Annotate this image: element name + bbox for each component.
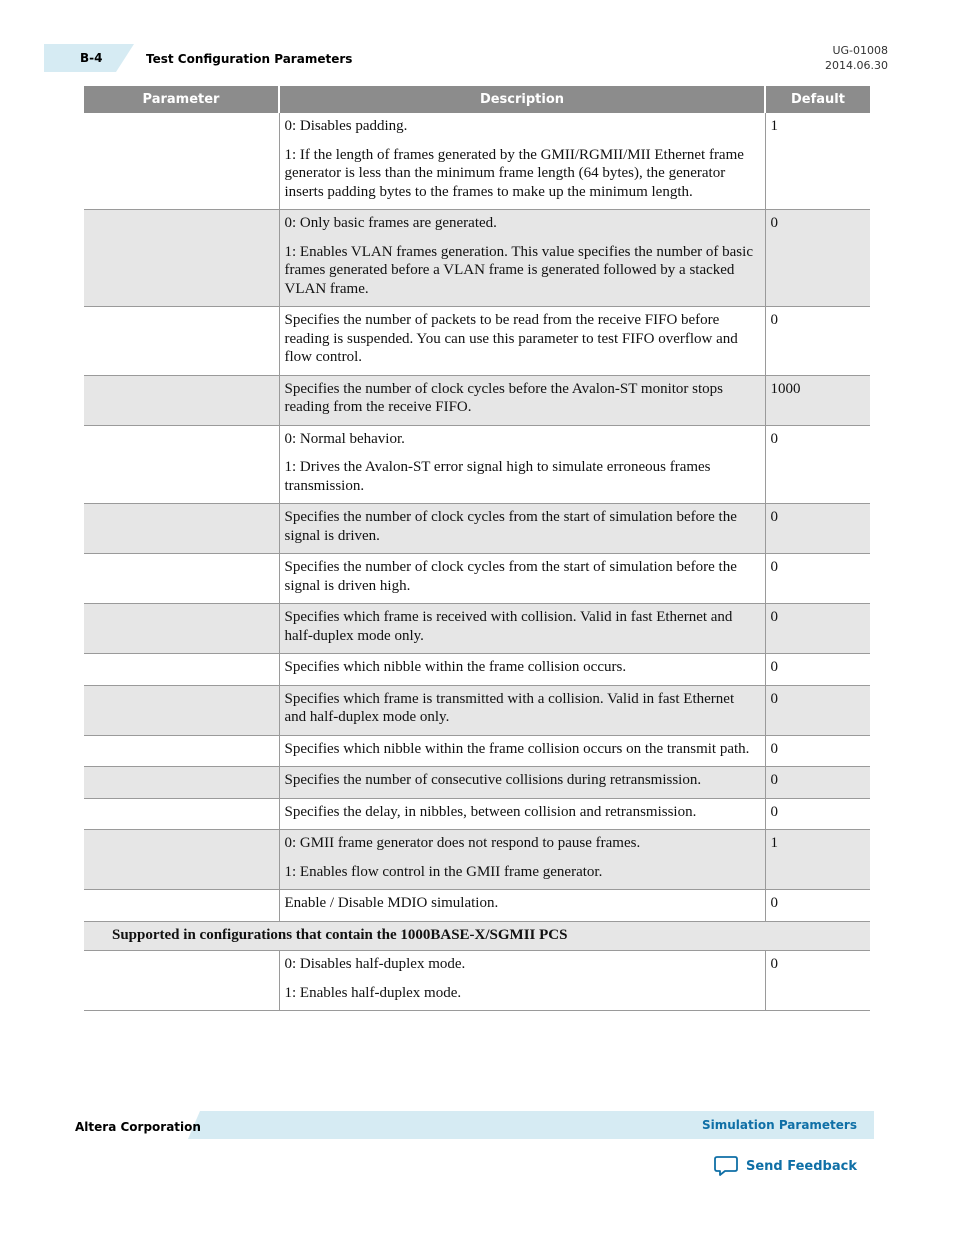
default-value-cell: 0	[765, 890, 870, 922]
description-paragraph: 1: Enables flow control in the GMII frame generator.	[284, 863, 603, 880]
table-row	[84, 425, 870, 504]
default-value-cell: 0	[765, 798, 870, 830]
table-row	[84, 654, 870, 686]
description-cell	[279, 425, 765, 504]
parameter-cell	[84, 890, 279, 922]
description-cell	[279, 654, 765, 686]
parameter-cell	[84, 735, 279, 767]
footer-company: Altera Corporation	[75, 1120, 201, 1134]
table-row	[84, 210, 870, 307]
parameter-cell	[84, 798, 279, 830]
parameter-cell	[84, 830, 279, 890]
send-feedback-link[interactable]	[714, 1155, 857, 1177]
column-header-default: Default	[765, 86, 870, 113]
default-value-cell: 0	[765, 210, 870, 307]
table-row	[84, 307, 870, 376]
parameters-table	[84, 86, 870, 1011]
description-cell	[279, 504, 765, 554]
doc-id: UG-01008	[832, 44, 888, 57]
default-value-cell: 0	[765, 767, 870, 799]
description-paragraph: Specifies the delay, in nibbles, between collision and retransmission.	[284, 803, 697, 820]
description-paragraph: Specifies the number of consecutive collisions during retransmission.	[284, 772, 702, 788]
parameter-cell	[84, 654, 279, 686]
description-paragraph: Specifies the number of clock cycles before the Avalon-ST monitor stops reading from the receive FIFO.	[284, 380, 724, 415]
doc-date: 2014.06.30	[825, 59, 888, 72]
description-cell	[279, 830, 765, 890]
description-paragraph: 0: Disables padding.	[284, 118, 408, 134]
description-cell	[279, 890, 765, 922]
footer-section-link[interactable]: Simulation Parameters	[702, 1118, 857, 1132]
parameter-cell	[84, 951, 279, 1011]
column-header-description: Description	[279, 86, 765, 113]
description-paragraph: Specifies which frame is transmitted with a collision. Valid in fast Ethernet and half-duplex mode only.	[284, 690, 735, 725]
default-value-cell: 1000	[765, 375, 870, 425]
parameter-cell	[84, 685, 279, 735]
doc-info	[825, 43, 888, 73]
default-value-cell: 0	[765, 654, 870, 686]
table-row	[84, 830, 870, 890]
description-paragraph: Specifies the number of clock cycles from the start of simulation before the signal is driven.	[284, 509, 737, 544]
description-cell	[279, 735, 765, 767]
description-paragraph: 0: Disables half-duplex mode.	[284, 956, 466, 972]
description-cell	[279, 604, 765, 654]
description-paragraph: 0: Normal behavior.	[284, 430, 405, 447]
default-value-cell: 0	[765, 554, 870, 604]
description-paragraph: 1: Enables half-duplex mode.	[284, 984, 462, 1001]
table-row	[84, 604, 870, 654]
section-heading: Supported in configurations that contain the 1000BASE-X/SGMII PCS	[84, 921, 870, 951]
table-row	[84, 113, 870, 210]
description-cell	[279, 798, 765, 830]
parameter-cell	[84, 113, 279, 210]
description-paragraph: 1: If the length of frames generated by the GMII/RGMII/MII Ethernet frame generator is less than the minimum frame length (64 bytes), the generator inserts padding bytes to the frames to make up the minimum length.	[284, 146, 744, 200]
parameter-cell	[84, 425, 279, 504]
description-cell	[279, 951, 765, 1011]
parameter-cell	[84, 210, 279, 307]
default-value-cell: 0	[765, 307, 870, 376]
column-header-parameter: Parameter	[84, 86, 279, 113]
description-cell	[279, 767, 765, 799]
description-paragraph: 0: GMII frame generator does not respond to pause frames.	[284, 835, 641, 851]
default-value-cell: 0	[765, 604, 870, 654]
table-row	[84, 890, 870, 922]
description-paragraph: Enable / Disable MDIO simulation.	[284, 895, 499, 911]
description-cell	[279, 113, 765, 210]
default-value-cell: 0	[765, 735, 870, 767]
default-value-cell: 0	[765, 951, 870, 1011]
section-heading-row	[84, 921, 870, 951]
page-label: B-4	[80, 51, 103, 65]
section-title: Test Configuration Parameters	[146, 52, 353, 66]
description-paragraph: Specifies which nibble within the frame collision occurs.	[284, 659, 627, 675]
table-row	[84, 798, 870, 830]
default-value-cell: 1	[765, 830, 870, 890]
default-value-cell: 0	[765, 685, 870, 735]
default-value-cell: 0	[765, 504, 870, 554]
table-row	[84, 951, 870, 1011]
description-paragraph: Specifies the number of clock cycles from the start of simulation before the signal is driven high.	[284, 559, 737, 594]
description-paragraph: 1: Enables VLAN frames generation. This value specifies the number of basic frames generated before a VLAN frame is generated followed by a stacked VLAN frame.	[284, 243, 753, 297]
parameter-cell	[84, 767, 279, 799]
description-cell	[279, 685, 765, 735]
description-paragraph: Specifies which nibble within the frame collision occurs on the transmit path.	[284, 740, 750, 757]
description-paragraph: Specifies which frame is received with collision. Valid in fast Ethernet and half-duplex mode only.	[284, 609, 733, 644]
description-cell	[279, 554, 765, 604]
description-paragraph: Specifies the number of packets to be read from the receive FIFO before reading is suspended. You can use this parameter to test FIFO overflow and flow control.	[284, 312, 738, 365]
speech-bubble-icon	[714, 1155, 738, 1177]
default-value-cell: 0	[765, 425, 870, 504]
parameter-cell	[84, 554, 279, 604]
parameter-cell	[84, 375, 279, 425]
parameter-cell	[84, 504, 279, 554]
parameter-cell	[84, 604, 279, 654]
send-feedback-label: Send Feedback	[746, 1158, 857, 1174]
description-paragraph: 0: Only basic frames are generated.	[284, 215, 497, 231]
table-header-row	[84, 86, 870, 113]
table-row	[84, 767, 870, 799]
table-row	[84, 735, 870, 767]
description-paragraph: 1: Drives the Avalon-ST error signal high to simulate erroneous frames transmission.	[284, 459, 711, 494]
table-row	[84, 685, 870, 735]
table-row	[84, 375, 870, 425]
default-value-cell: 1	[765, 113, 870, 210]
parameter-cell	[84, 307, 279, 376]
description-cell	[279, 307, 765, 376]
description-cell	[279, 375, 765, 425]
description-cell	[279, 210, 765, 307]
table-row	[84, 554, 870, 604]
table-row	[84, 504, 870, 554]
